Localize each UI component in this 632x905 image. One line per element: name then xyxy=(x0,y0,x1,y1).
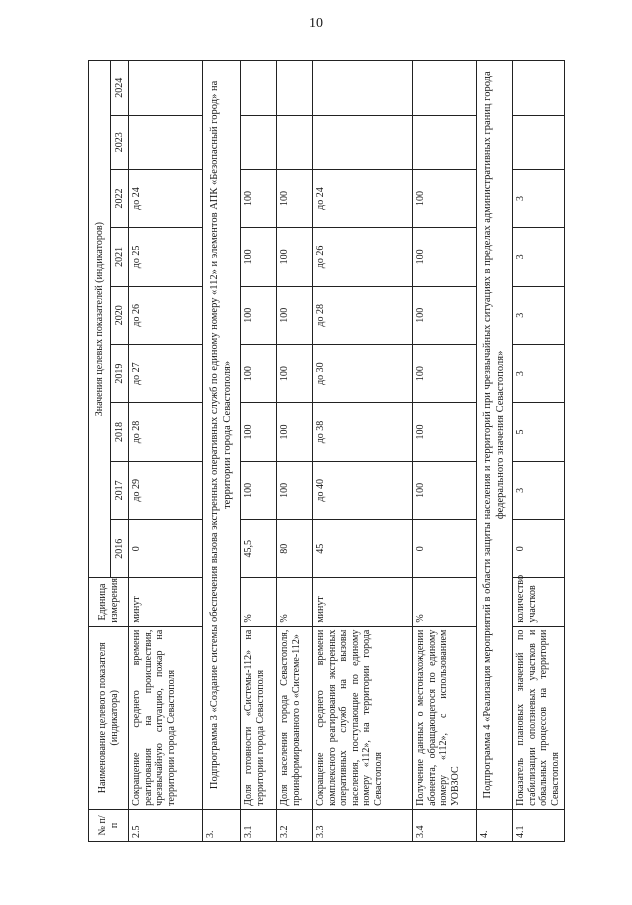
row-value: 100 xyxy=(241,169,277,227)
row-name: Показатель плановых значений по стабилизации оползневых участков и обвальных процессов на территории Севастополя xyxy=(513,626,565,809)
header-values-title: Значения целевых показателей (индикаторов) xyxy=(89,61,111,578)
row-value: 100 xyxy=(413,228,477,286)
row-value: 0 xyxy=(513,520,565,578)
row-value: 100 xyxy=(277,461,313,519)
header-year: 2018 xyxy=(111,403,129,461)
row-value: 100 xyxy=(277,403,313,461)
row-value: 3 xyxy=(513,344,565,402)
row-value: до 27 xyxy=(129,344,203,402)
row-value xyxy=(129,61,203,116)
row-value: до 30 xyxy=(313,344,413,402)
row-value: 80 xyxy=(277,520,313,578)
row-value xyxy=(313,61,413,116)
row-value xyxy=(241,115,277,169)
row-value: 3 xyxy=(513,169,565,227)
row-value: 100 xyxy=(241,228,277,286)
row-value: 100 xyxy=(413,286,477,344)
row-value: 100 xyxy=(277,228,313,286)
row-value: 45 xyxy=(313,520,413,578)
row-name: Получение данных о местонахождении абонента, обращающегося по единому номеру «112», с использованием УОВЗОС xyxy=(413,626,477,809)
header-year: 2022 xyxy=(111,169,129,227)
header-name: Наименование целевого показателя (индикатора) xyxy=(89,626,129,809)
row-num: 3.3 xyxy=(313,809,413,841)
row-value xyxy=(413,115,477,169)
rotated-table-container xyxy=(88,60,561,842)
row-value: до 24 xyxy=(313,169,413,227)
row-value: 100 xyxy=(413,403,477,461)
row-value: 100 xyxy=(277,286,313,344)
row-value: до 25 xyxy=(129,228,203,286)
row-value xyxy=(129,115,203,169)
table-row xyxy=(277,61,313,842)
header-num: № п/п xyxy=(89,809,129,841)
row-value: 100 xyxy=(413,344,477,402)
row-num: 3.2 xyxy=(277,809,313,841)
section-row xyxy=(477,61,513,842)
row-value: до 38 xyxy=(313,403,413,461)
row-value: до 28 xyxy=(129,403,203,461)
row-unit: % xyxy=(277,578,313,626)
section-row xyxy=(203,61,241,842)
row-num: 4.1 xyxy=(513,809,565,841)
section-title: Подпрограмма 4 «Реализация мероприятий в области защиты населения и территорий при чрезвычайных ситуациях в пределах административных границ города федерального значения Севастополя» xyxy=(477,61,513,810)
row-name: Доля населения города Севастополя, проинформированного о «Системе-112» xyxy=(277,626,313,809)
table-row xyxy=(313,61,413,842)
section-num: 3. xyxy=(203,809,241,841)
row-value: 100 xyxy=(413,169,477,227)
row-value: до 29 xyxy=(129,461,203,519)
table-row xyxy=(241,61,277,842)
header-year: 2021 xyxy=(111,228,129,286)
row-unit: % xyxy=(241,578,277,626)
row-name: Сокращение среднего времени реагирования на происшествия, чрезвычайную ситуацию, пожар на территории города Севастополя xyxy=(129,626,203,809)
row-value xyxy=(513,61,565,116)
row-value: до 26 xyxy=(313,228,413,286)
row-value: 100 xyxy=(277,344,313,402)
header-year: 2016 xyxy=(111,520,129,578)
row-value: 0 xyxy=(129,520,203,578)
row-value: 100 xyxy=(277,169,313,227)
row-value: 100 xyxy=(241,403,277,461)
header-year: 2019 xyxy=(111,344,129,402)
table-row xyxy=(513,61,565,842)
row-value xyxy=(241,61,277,116)
row-value: 3 xyxy=(513,461,565,519)
row-unit: минут xyxy=(313,578,413,626)
row-value: 45,5 xyxy=(241,520,277,578)
indicators-table xyxy=(88,60,565,842)
header-year: 2017 xyxy=(111,461,129,519)
row-value: до 28 xyxy=(313,286,413,344)
row-value: 100 xyxy=(241,286,277,344)
row-value xyxy=(313,115,413,169)
row-num: 3.1 xyxy=(241,809,277,841)
row-name: Доля готовности «Системы-112» на территории города Севастополя xyxy=(241,626,277,809)
table-row xyxy=(413,61,477,842)
row-unit: минут xyxy=(129,578,203,626)
row-value xyxy=(277,61,313,116)
row-value xyxy=(277,115,313,169)
row-value xyxy=(513,115,565,169)
row-num: 2.5 xyxy=(129,809,203,841)
row-value: 3 xyxy=(513,228,565,286)
row-value: 100 xyxy=(241,344,277,402)
row-value: до 26 xyxy=(129,286,203,344)
table-row xyxy=(129,61,203,842)
row-value: до 24 xyxy=(129,169,203,227)
header-year: 2020 xyxy=(111,286,129,344)
row-value xyxy=(413,61,477,116)
row-value: 3 xyxy=(513,286,565,344)
header-year: 2024 xyxy=(111,61,129,116)
row-value: 100 xyxy=(413,461,477,519)
page-number: 10 xyxy=(309,16,323,31)
row-value: 100 xyxy=(241,461,277,519)
row-value: 5 xyxy=(513,403,565,461)
row-num: 3.4 xyxy=(413,809,477,841)
section-num: 4. xyxy=(477,809,513,841)
row-value: до 40 xyxy=(313,461,413,519)
section-title: Подпрограмма 3 «Создание системы обеспечения вызова экстренных оперативных служб по единому номеру «112» и элементов АПК «Безопасный город» на территории города Севастополя» xyxy=(203,61,241,810)
header-year: 2023 xyxy=(111,115,129,169)
row-unit: % xyxy=(413,578,477,626)
row-value: 0 xyxy=(413,520,477,578)
row-name: Сокращение среднего времени комплексного реагирования экстренных оперативных служб на вызовы населения, поступающие по единому номеру «112», на территории города Севастополя xyxy=(313,626,413,809)
header-unit: Единица измерения xyxy=(89,578,129,626)
row-unit: количество участков xyxy=(513,578,565,626)
